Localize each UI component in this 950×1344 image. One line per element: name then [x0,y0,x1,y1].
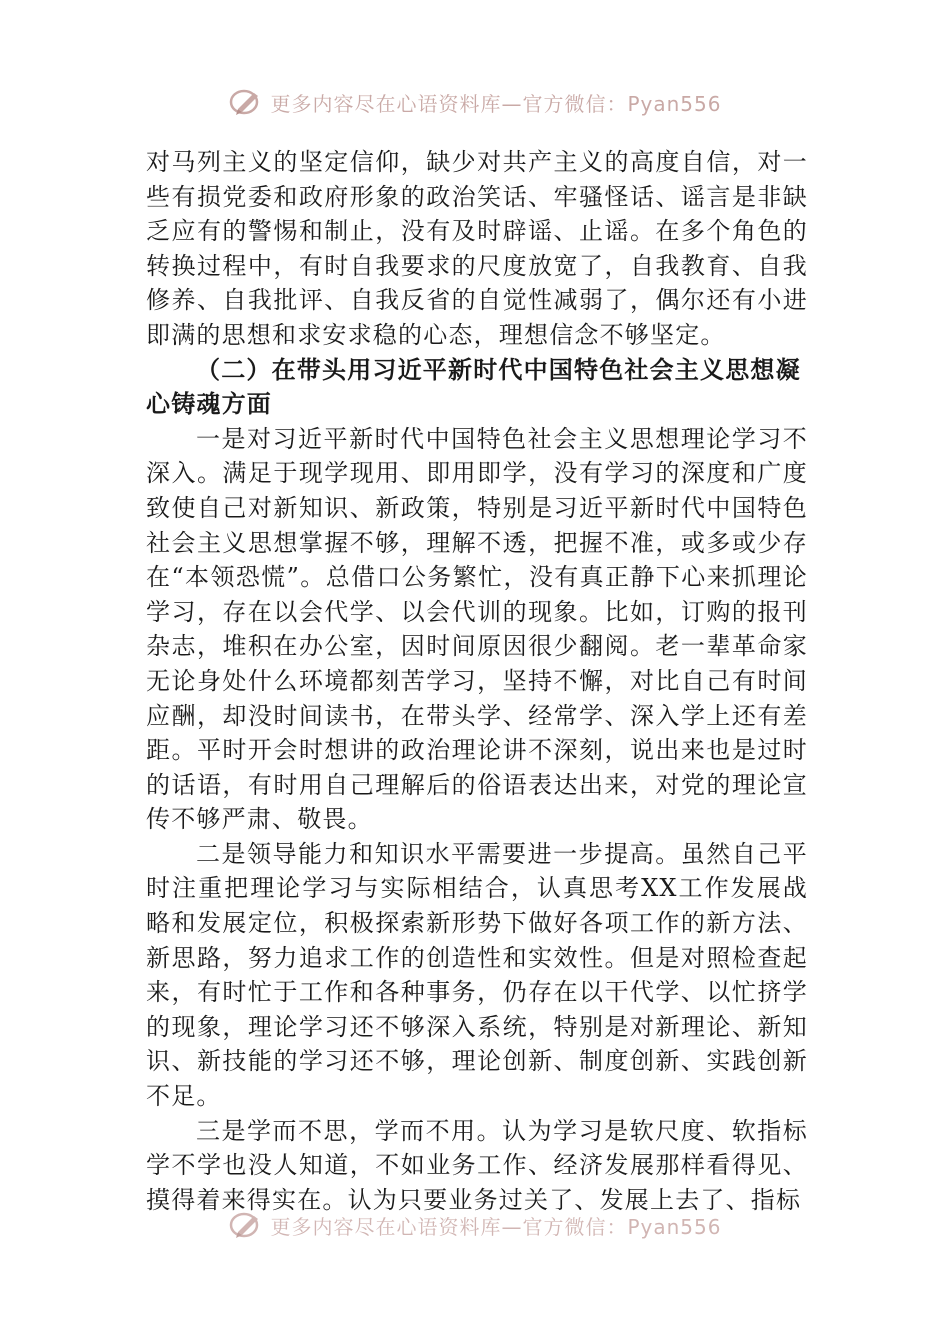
pen-logo-icon [228,1210,264,1240]
section-heading: （二）在带头用习近平新时代中国特色社会主义思想凝心铸魂方面 [146,354,801,419]
watermark-text: 更多内容尽在心语资料库—官方微信：Pyan556 [270,91,722,116]
paragraph-3: 三是学而不思，学而不用。认为学习是软尺度、软指标学不学也没人知道，不如业务工作、经济发展那样看得见、摸得着来得实在。认为只要业务过关了、发展上去了、指标 [146,1116,808,1214]
watermark-header [0,84,950,120]
watermark-text: 更多内容尽在心语资料库—官方微信：Pyan556 [270,1214,722,1239]
pen-logo-icon [228,87,264,117]
paragraph-1: 一是对习近平新时代中国特色社会主义思想理论学习不深入。满足于现学现用、即用即学，没有学习的深度和广度致使自己对新知识、新政策，特别是习近平新时代中国特色社会主义思想掌握不够，理解不透，把握不准，或多或少存在“本领恐慌”。总借口公务繁忙，没有真正静下心来抓理论学习，存在以会代学、以会代训的现象。比如，订购的报刊杂志，堆积在办公室，因时间原因很少翻阅。老一辈革命家无论身处什么环境都刻苦学习，坚持不懈，对比自己有时间应酬，却没时间读书，在带头学、经常学、深入学上还有差距。平时开会时想讲的政治理论讲不深刻，说出来也是过时的话语，有时用自己理解后的俗语表达出来，对党的理论宣传不够严肃、敬畏。 [146,424,808,834]
watermark-footer [0,1208,950,1242]
document-body [146,145,808,1217]
paragraph-continuation: 对马列主义的坚定信仰，缺少对共产主义的高度自信，对一些有损党委和政府形象的政治笑话、牢骚怪话、谣言是非缺乏应有的警惕和制止，没有及时辟谣、止谣。在多个角色的转换过程中，有时自我要求的尺度放宽了，自我教育、自我修养、自我批评、自我反省的自觉性减弱了，偶尔还有小进即满的思想和求安求稳的心态，理想信念不够坚定。 [146,148,808,349]
paragraph-2: 二是领导能力和知识水平需要进一步提高。虽然自己平时注重把理论学习与实际相结合，认真思考XX工作发展战略和发展定位，积极探索新形势下做好各项工作的新方法、新思路，努力追求工作的创造性和实效性。但是对照检查起来，有时忙于工作和各种事务，仍存在以干代学、以忙挤学的现象，理论学习还不够深入系统，特别是对新理论、新知识、新技能的学习还不够，理论创新、制度创新、实践创新不足。 [146,839,808,1111]
